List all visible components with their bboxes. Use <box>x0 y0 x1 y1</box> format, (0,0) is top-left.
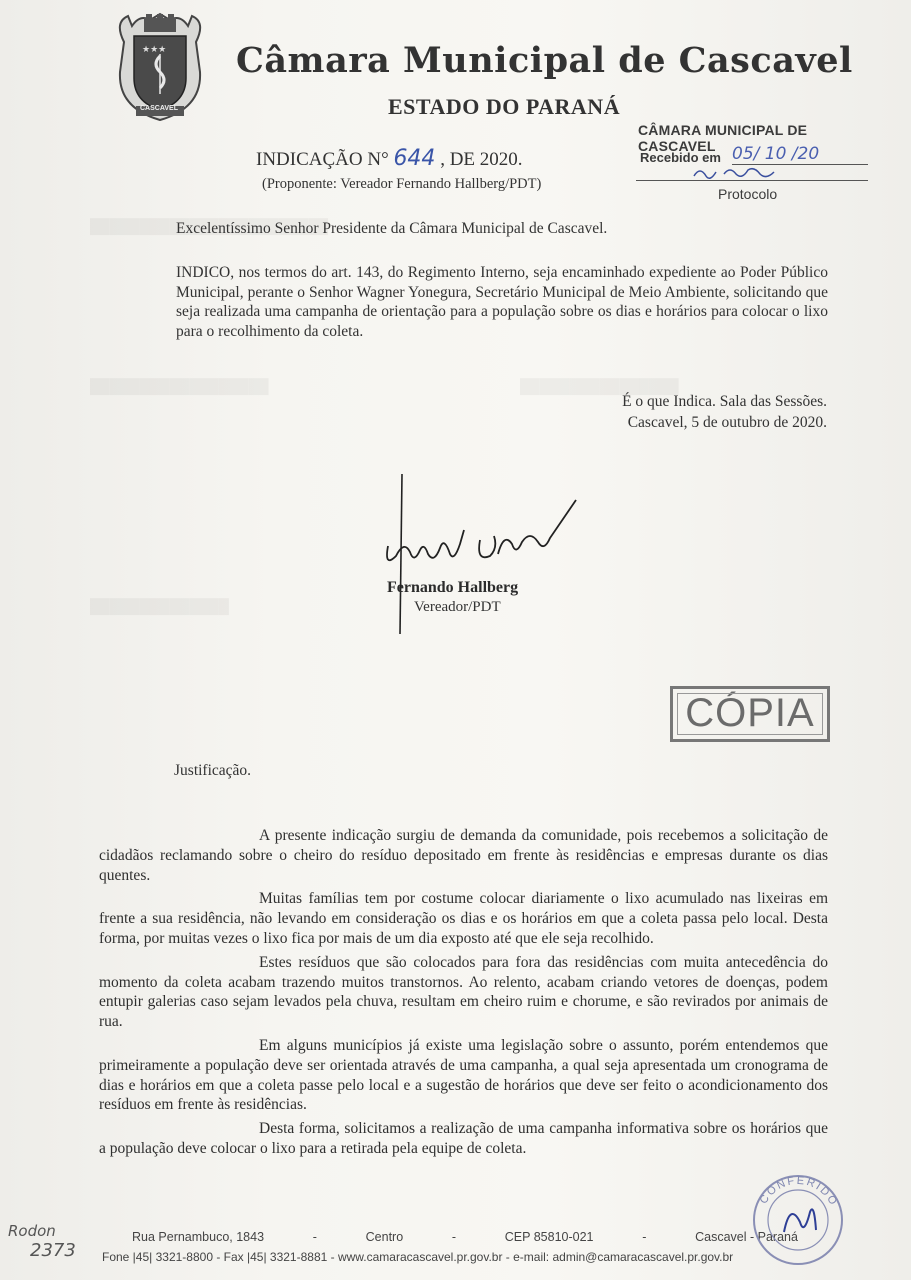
receipt-stamp <box>636 120 876 210</box>
indication-prefix: INDICAÇÃO N° <box>256 149 389 170</box>
institution-subtitle: ESTADO DO PARANÁ <box>388 94 621 119</box>
indication-year: , DE 2020. <box>440 149 523 170</box>
justification-paragraph: Estes resíduos que são colocados para fora das residências com muita antecedência do momento da coleta acabam trazendo muitos transtornos. Ao relento, acabam criando vetores de doenças, podem entupir galerias caso sejam levados pela chuva, resultam em cheiro ruim e chorume, e são revirados por animais de rua. <box>99 953 828 1031</box>
received-label: Recebido em <box>640 150 721 165</box>
footer-street: Rua Pernambuco, 1843 <box>132 1230 265 1244</box>
svg-text:★★★: ★★★ <box>142 44 167 54</box>
footer-separator: - <box>642 1230 647 1244</box>
footer-district: Centro <box>365 1230 404 1244</box>
protocol-label: Protocolo <box>718 186 778 202</box>
footer-city: Cascavel - Paraná <box>695 1230 798 1244</box>
bleed-through-text <box>90 380 269 396</box>
conferido-stamp-text: CONFERIDO <box>757 1174 840 1209</box>
justification-paragraph: Em alguns municípios já existe uma legislação sobre o assunto, porém entendemos que primeiramente a população deve ser orientada através de uma campanha, a qual seja apresentada um cronograma de dias e horários em que a coleta passe pelo local e a sugestão de horários que deve ser feito o acondicionamento dos resíduos em frente às residências. <box>99 1036 828 1114</box>
signer-name: Fernando Hallberg <box>387 579 519 596</box>
footer-separator: - <box>451 1230 457 1244</box>
svg-text:CONFERIDO <box>758 1175 840 1209</box>
handwritten-note-name: Rodon <box>8 1222 56 1240</box>
institution-title: Câmara Municipal de Cascavel <box>236 40 853 81</box>
signature-underline <box>636 180 868 181</box>
indication-paragraph: INDICO, nos termos do art. 143, do Regimento Interno, seja encaminhado expediente ao Poder Público Municipal, perante o Senhor Wagner Yonegura, Secretário Municipal de Meio Ambiente, solicitando que seja realizada uma campanha de orientação para a população sobre os dias e horários para colocar o lixo para o recolhimento da coleta. <box>176 264 828 340</box>
copy-stamp: CÓPIA <box>670 686 830 742</box>
bleed-through-text <box>90 600 229 616</box>
proponent-line: (Proponente: Vereador Fernando Hallberg/PDT) <box>262 176 542 192</box>
indication-heading <box>256 146 523 171</box>
closing-line-1: É o que Indica. Sala das Sessões. <box>622 393 827 410</box>
justification-paragraph: A presente indicação surgiu de demanda da comunidade, pois recebemos a solicitação de cidadãos reclamando sobre o cheiro do resíduo depositado em frente às residências e empresas durante os dias quentes. <box>99 827 828 884</box>
justification-paragraph: Desta forma, solicitamos a realização de uma campanha informativa sobre os horários que a população deve colocar o lixo para a retirada pela equipe de coleta. <box>99 1120 828 1157</box>
justification-title: Justificação. <box>174 762 252 779</box>
footer-contacts: Fone |45| 3321-8800 - Fax |45| 3321-8881 - www.camaracascavel.pr.gov.br - e-mail: admin@camaracascavel.pr.gov.br <box>102 1250 734 1264</box>
conferido-round-stamp <box>750 1172 846 1268</box>
signer-role: Vereador/PDT <box>414 599 501 615</box>
footer-separator: - <box>312 1230 317 1244</box>
justification-paragraph: Muitas famílias tem por costume colocar diariamente o lixo acumulado nas lixeiras em frente a sua residência, não levando em consideração os dias e os horários em que a coleta passa pelo local. Desta forma, por muitas vezes o lixo fica por mais de um dia exposto até que ele seja recolhido. <box>99 890 828 947</box>
footer-cep: CEP 85810-021 <box>504 1230 594 1244</box>
received-date: 05/ 10 /20 <box>732 144 820 164</box>
receipt-stamp-title: CÂMARA MUNICIPAL DE CASCAVEL <box>638 122 808 154</box>
footer-address <box>132 1230 798 1244</box>
closing-block <box>622 391 827 433</box>
closing-line-2: Cascavel, 5 de outubro de 2020. <box>627 414 827 431</box>
justification-body <box>99 826 828 1163</box>
indication-number: 644 <box>393 146 436 171</box>
crest-label: CASCAVEL <box>140 105 178 112</box>
handwritten-note-number: 2373 <box>30 1240 76 1261</box>
salutation: Excelentíssimo Senhor Presidente da Câmara Municipal de Cascavel. <box>176 220 608 237</box>
